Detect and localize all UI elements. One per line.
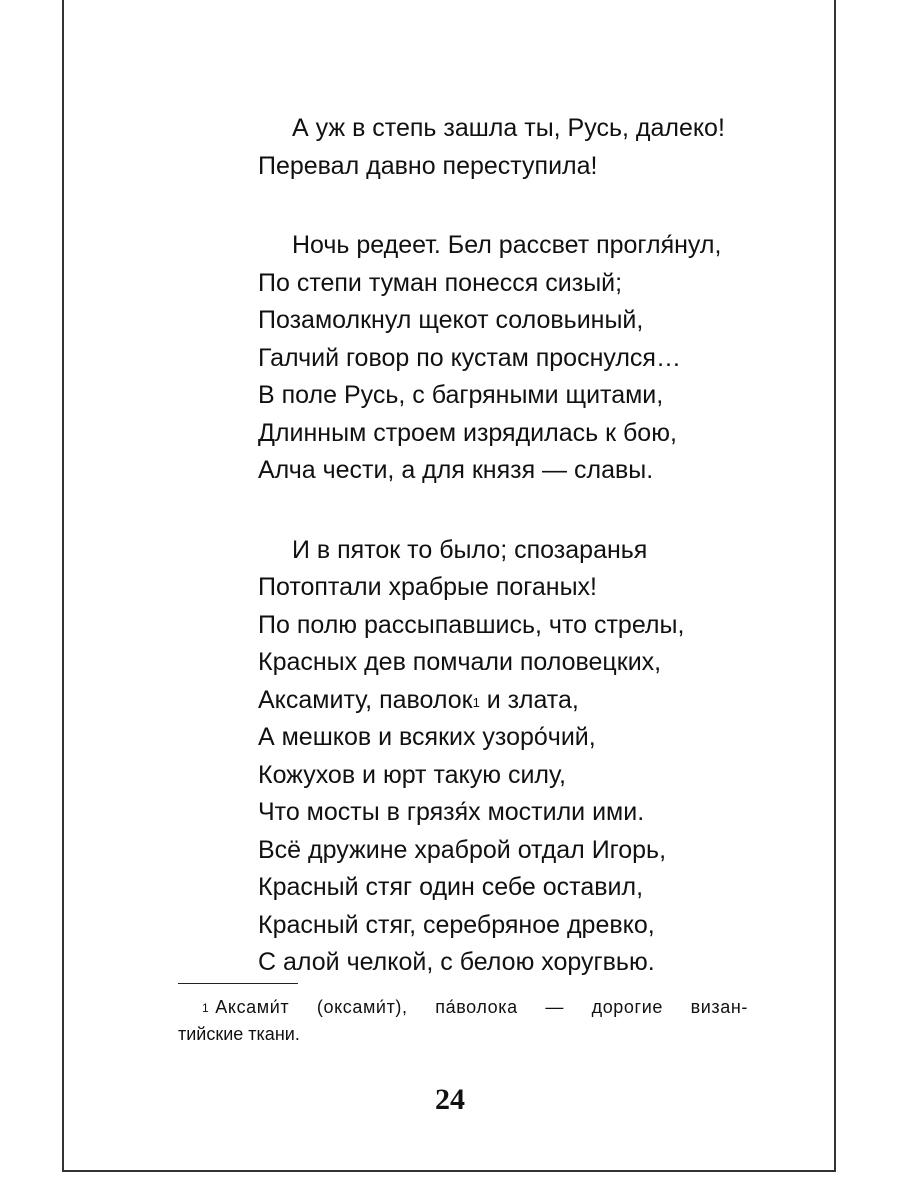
footnote-line-1 [178,994,748,1021]
poem-line-with-footnote-ref [258,682,778,720]
poem-line: Перевал давно переступила! [258,151,598,180]
poem-line: В поле Русь, с багряными щитами, [258,381,664,409]
poem-line: Красный стяг один себе оставил, [258,873,644,901]
line-text-after-ref: и злата, [479,685,579,714]
poem-line: Красный стяг, серебряное древко, [258,910,655,939]
stanza-1 [258,110,778,185]
poem-line: Кожухов и юрт такую силу, [258,760,566,789]
poem-line: По полю рассыпавшись, что стрелы, [258,610,685,639]
stanza-3 [258,532,778,982]
footnote-divider [178,983,298,984]
footnote-text-1: Аксами́т (оксами́т), па́волока — дорогие визан- [215,997,748,1017]
line-text-before-ref: Аксамиту, паволок [258,685,473,714]
poem-line: По степи туман понесся сизый; [258,268,623,297]
page-number: 24 [435,1083,465,1116]
poem-line: И в пяток то было; спозаранья [292,535,648,564]
poem-line: Всё дружине храброй отдал Игорь, [258,835,667,864]
poem-line: Потоптали храбрые поганых! [258,573,597,601]
footnote-line-2: тийские ткани. [178,1024,300,1044]
poem-line: Красных дев помчали половецких, [258,648,662,676]
poem-line: А уж в степь зашла ты, Русь, далеко! [292,114,725,142]
poem-line: Длинным строем изрядилась к бою, [258,418,677,447]
poem-line: Галчий говор по кустам проснулся… [258,343,681,372]
footnote-mark: 1 [202,1001,210,1015]
poem-line: С алой челкой, с белою хоругвью. [258,948,655,976]
poem-line: Позамолкнул щекот соловьиный, [258,306,644,334]
poem-line: Алча чести, а для князя — славы. [258,456,654,484]
stanza-2 [258,227,778,490]
poem-line: Что мосты в грязя́х мостили ими. [258,798,645,826]
poem [258,110,778,1024]
poem-line: Ночь редеет. Бел рассвет прогля́нул, [292,231,722,259]
poem-line: А мешков и всяких узоро́чий, [258,723,596,751]
footnote-ref-mark: 1 [472,694,480,710]
footnote [178,994,748,1048]
